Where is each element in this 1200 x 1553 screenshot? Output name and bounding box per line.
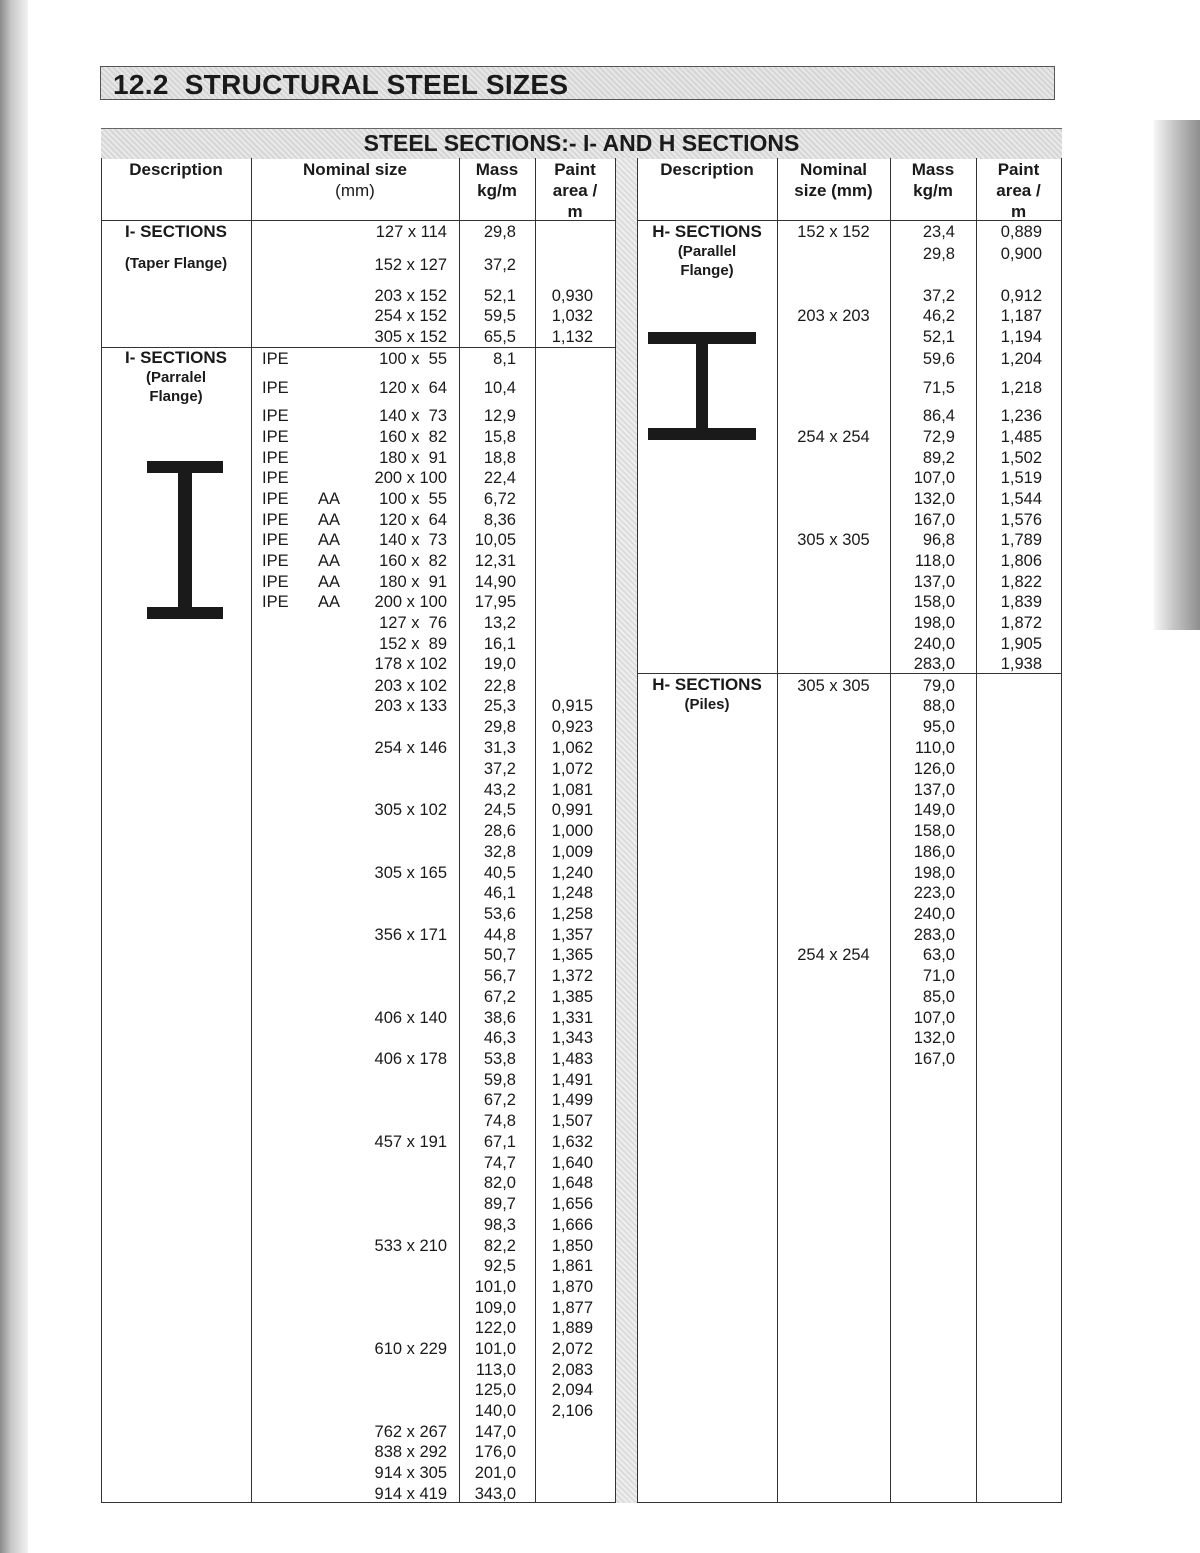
- cell-mass: 28,6: [483, 822, 516, 840]
- cell-paint-area: 0,923: [551, 718, 593, 736]
- cell-nominal-size: 203 x 203: [797, 307, 870, 325]
- cell-mass: 25,3: [483, 697, 516, 715]
- cell-nominal-size: 914 x 419: [374, 1485, 447, 1503]
- cell-mass: 50,7: [483, 946, 516, 964]
- cell-nominal-size: 203 x 152: [374, 287, 447, 305]
- cell-mass: 82,2: [483, 1237, 516, 1255]
- cell-type: IPE: [262, 379, 289, 397]
- cell-paint-area: 2,106: [551, 1402, 593, 1420]
- cell-nominal-size: 160 x 82: [379, 552, 447, 570]
- cell-nominal-size: 180 x 91: [379, 449, 447, 467]
- cell-nominal-size: 127 x 76: [379, 614, 447, 632]
- cell-paint-area: 1,062: [551, 739, 593, 757]
- cell-mass: 59,6: [922, 350, 955, 368]
- cell-mass: 98,3: [483, 1216, 516, 1234]
- cell-mass: 31,3: [483, 739, 516, 757]
- cell-mass: 74,8: [483, 1112, 516, 1130]
- cell-type: IPE: [262, 428, 289, 446]
- cell-type: IPE: [262, 350, 289, 368]
- cell-nominal-size: 120 x 64: [379, 511, 447, 529]
- cell-mass: 89,7: [483, 1195, 516, 1213]
- cell-mass: 65,5: [483, 328, 516, 346]
- cell-variant: AA: [318, 593, 341, 611]
- cell-mass: 29,8: [922, 245, 955, 263]
- cell-paint-area: 1,850: [551, 1237, 593, 1255]
- cell-mass: 140,0: [474, 1402, 516, 1420]
- cell-paint-area: 1,009: [551, 843, 593, 861]
- cell-paint-area: 0,912: [1000, 287, 1042, 305]
- cell-paint-area: 1,000: [551, 822, 593, 840]
- cell-mass: 23,4: [922, 223, 955, 241]
- cell-nominal-size: 533 x 210: [374, 1237, 447, 1255]
- cell-mass: 67,1: [483, 1133, 516, 1151]
- cell-mass: 29,8: [483, 223, 516, 241]
- cell-mass: 46,1: [483, 884, 516, 902]
- cell-paint-area: 1,365: [551, 946, 593, 964]
- i-beam-icon: [147, 461, 223, 619]
- cell-mass: 283,0: [913, 655, 955, 673]
- cell-mass: 22,8: [483, 677, 516, 695]
- cell-mass: 52,1: [483, 287, 516, 305]
- cell-paint-area: 1,507: [551, 1112, 593, 1130]
- cell-mass: 89,2: [922, 449, 955, 467]
- cell-paint-area: 1,938: [1000, 655, 1042, 673]
- cell-mass: 79,0: [922, 677, 955, 695]
- cell-paint-area: 1,240: [551, 864, 593, 882]
- cell-mass: 198,0: [913, 614, 955, 632]
- cell-paint-area: 1,576: [1000, 511, 1042, 529]
- cell-paint-area: 1,519: [1000, 469, 1042, 487]
- cell-mass: 118,0: [914, 552, 955, 570]
- cell-mass: 59,5: [483, 307, 516, 325]
- cell-mass: 186,0: [913, 843, 955, 861]
- cell-paint-area: 1,204: [1000, 350, 1042, 368]
- cell-nominal-size: 152 x 127: [374, 256, 447, 274]
- cell-nominal-size: 100 x 55: [379, 350, 447, 368]
- rule-v: [637, 158, 638, 1503]
- cell-nominal-size: 152 x 152: [797, 223, 870, 241]
- cell-paint-area: 1,861: [551, 1257, 593, 1275]
- cell-mass: 8,36: [483, 511, 516, 529]
- cell-nominal-size: 610 x 229: [374, 1340, 447, 1358]
- cell-mass: 283,0: [913, 926, 955, 944]
- cell-nominal-size: 254 x 152: [374, 307, 447, 325]
- cell-mass: 107,0: [913, 1009, 955, 1027]
- cell-mass: 74,7: [483, 1154, 516, 1172]
- cell-mass: 167,0: [913, 1050, 955, 1068]
- section-title: [113, 69, 568, 101]
- cell-mass: 86,4: [922, 407, 955, 425]
- cell-mass: 43,2: [483, 781, 516, 799]
- rule-v: [1061, 158, 1062, 1503]
- cell-mass: 37,2: [483, 760, 516, 778]
- cell-paint-area: 1,248: [551, 884, 593, 902]
- rule-v: [976, 158, 977, 1503]
- bottom-rule-right: [637, 1502, 1062, 1503]
- cell-paint-area: 1,889: [551, 1319, 593, 1337]
- cell-paint-area: 1,822: [1000, 573, 1042, 591]
- cell-variant: AA: [318, 573, 341, 591]
- cell-type: IPE: [262, 511, 289, 529]
- cell-paint-area: 1,905: [1000, 635, 1042, 653]
- cell-nominal-size: 305 x 165: [374, 864, 447, 882]
- cell-nominal-size: 305 x 152: [374, 328, 447, 346]
- cell-paint-area: 1,666: [551, 1216, 593, 1234]
- cell-mass: 132,0: [913, 1029, 955, 1047]
- cell-nominal-size: 152 x 89: [379, 635, 447, 653]
- cell-paint-area: 1,877: [551, 1299, 593, 1317]
- cell-nominal-size: 203 x 102: [374, 677, 447, 695]
- cell-type: IPE: [262, 573, 289, 591]
- cell-mass: 149,0: [913, 801, 955, 819]
- cell-mass: 147,0: [474, 1423, 516, 1441]
- cell-nominal-size: 200 x 100: [374, 593, 447, 611]
- cell-nominal-size: 356 x 171: [374, 926, 447, 944]
- cell-mass: 107,0: [913, 469, 955, 487]
- table-banner: [101, 128, 1062, 159]
- cell-mass: 71,0: [922, 967, 955, 985]
- cell-nominal-size: 457 x 191: [374, 1133, 447, 1151]
- scan-edge-right: [1154, 120, 1200, 630]
- section-title-text: STRUCTURAL STEEL SIZES: [184, 69, 569, 100]
- steel-sections-table: [101, 128, 1062, 1503]
- cell-paint-area: 1,502: [1000, 449, 1042, 467]
- cell-mass: 10,05: [474, 531, 516, 549]
- cell-type: IPE: [262, 593, 289, 611]
- cell-nominal-size: 254 x 254: [797, 428, 870, 446]
- cell-variant: AA: [318, 511, 341, 529]
- header-paint-area: Paint area / m: [552, 160, 598, 221]
- header-paint-area-right: Paint area / m: [996, 160, 1041, 221]
- cell-paint-area: 0,991: [551, 801, 593, 819]
- cell-mass: 125,0: [474, 1381, 516, 1399]
- cell-paint-area: 2,072: [551, 1340, 593, 1358]
- group-i-taper: I- SECTIONS (Taper Flange): [124, 222, 228, 272]
- cell-mass: 12,31: [474, 552, 516, 570]
- cell-paint-area: 1,331: [551, 1009, 593, 1027]
- cell-paint-area: 1,485: [1000, 428, 1042, 446]
- cell-paint-area: 1,491: [551, 1071, 593, 1089]
- header-nominal-size-right: Nominal size (mm): [794, 160, 873, 200]
- cell-mass: 44,8: [483, 926, 516, 944]
- cell-mass: 82,0: [483, 1174, 516, 1192]
- header-mass: Mass kg/m: [475, 160, 519, 200]
- cell-mass: 17,95: [474, 593, 516, 611]
- rule-v: [615, 158, 616, 1503]
- group-h-parallel: H- SECTIONS (Parallel Flange): [652, 222, 762, 279]
- cell-paint-area: 1,789: [1000, 531, 1042, 549]
- cell-mass: 101,0: [474, 1340, 516, 1358]
- section-number: 12.2: [113, 69, 169, 100]
- cell-nominal-size: 100 x 55: [379, 490, 447, 508]
- cell-mass: 240,0: [913, 635, 955, 653]
- cell-nominal-size: 203 x 133: [374, 697, 447, 715]
- cell-mass: 158,0: [913, 822, 955, 840]
- cell-paint-area: 0,915: [551, 697, 593, 715]
- cell-mass: 32,8: [483, 843, 516, 861]
- cell-type: IPE: [262, 449, 289, 467]
- cell-nominal-size: 254 x 254: [797, 946, 870, 964]
- header-mass-right: Mass kg/m: [911, 160, 955, 200]
- cell-mass: 223,0: [913, 884, 955, 902]
- cell-mass: 92,5: [483, 1257, 516, 1275]
- cell-paint-area: 2,094: [551, 1381, 593, 1399]
- cell-paint-area: 1,072: [551, 760, 593, 778]
- cell-paint-area: 1,258: [551, 905, 593, 923]
- cell-mass: 137,0: [913, 573, 955, 591]
- cell-paint-area: 1,839: [1000, 593, 1042, 611]
- header-description: Description: [129, 160, 223, 179]
- cell-mass: 122,0: [474, 1319, 516, 1337]
- cell-mass: 6,72: [483, 490, 516, 508]
- table-title: STEEL SECTIONS:- I- AND H SECTIONS: [363, 130, 800, 156]
- cell-type: IPE: [262, 490, 289, 508]
- cell-mass: 67,2: [483, 988, 516, 1006]
- cell-mass: 343,0: [474, 1485, 516, 1503]
- cell-type: IPE: [262, 552, 289, 570]
- cell-mass: 8,1: [493, 350, 516, 368]
- cell-mass: 38,6: [483, 1009, 516, 1027]
- cell-paint-area: 1,632: [551, 1133, 593, 1151]
- cell-paint-area: 1,544: [1000, 490, 1042, 508]
- cell-paint-area: 1,640: [551, 1154, 593, 1172]
- cell-mass: 158,0: [913, 593, 955, 611]
- cell-nominal-size: 200 x 100: [374, 469, 447, 487]
- cell-paint-area: 1,483: [551, 1050, 593, 1068]
- rule-v: [777, 158, 778, 1503]
- cell-mass: 53,8: [483, 1050, 516, 1068]
- cell-nominal-size: 406 x 140: [374, 1009, 447, 1027]
- cell-nominal-size: 305 x 305: [797, 531, 870, 549]
- cell-nominal-size: 914 x 305: [374, 1464, 447, 1482]
- cell-mass: 95,0: [922, 718, 955, 736]
- cell-mass: 110,0: [914, 739, 955, 757]
- cell-variant: AA: [318, 490, 341, 508]
- header-description-right: Description: [660, 160, 754, 179]
- cell-mass: 137,0: [913, 781, 955, 799]
- cell-paint-area: 1,870: [551, 1278, 593, 1296]
- cell-mass: 88,0: [922, 697, 955, 715]
- cell-mass: 22,4: [483, 469, 516, 487]
- cell-mass: 13,2: [483, 614, 516, 632]
- cell-paint-area: 1,218: [1000, 379, 1042, 397]
- cell-nominal-size: 160 x 82: [379, 428, 447, 446]
- cell-mass: 37,2: [922, 287, 955, 305]
- cell-mass: 59,8: [483, 1071, 516, 1089]
- section-title-bar: [100, 66, 1055, 100]
- cell-mass: 19,0: [483, 655, 516, 673]
- cell-type: IPE: [262, 531, 289, 549]
- cell-mass: 167,0: [913, 511, 955, 529]
- cell-mass: 15,8: [483, 428, 516, 446]
- cell-nominal-size: 406 x 178: [374, 1050, 447, 1068]
- cell-paint-area: 1,132: [551, 328, 593, 346]
- cell-nominal-size: 305 x 102: [374, 801, 447, 819]
- cell-mass: 10,4: [483, 379, 516, 397]
- cell-mass: 198,0: [913, 864, 955, 882]
- cell-paint-area: 1,194: [1000, 328, 1042, 346]
- cell-paint-area: 1,236: [1000, 407, 1042, 425]
- cell-paint-area: 1,187: [1000, 307, 1042, 325]
- cell-mass: 40,5: [483, 864, 516, 882]
- cell-nominal-size: 140 x 73: [379, 531, 447, 549]
- cell-nominal-size: 127 x 114: [375, 223, 447, 241]
- cell-variant: AA: [318, 531, 341, 549]
- cell-paint-area: 1,806: [1000, 552, 1042, 570]
- cell-type: IPE: [262, 407, 289, 425]
- cell-paint-area: 1,032: [551, 307, 593, 325]
- cell-mass: 72,9: [922, 428, 955, 446]
- cell-nominal-size: 762 x 267: [374, 1423, 447, 1441]
- cell-mass: 24,5: [483, 801, 516, 819]
- cell-paint-area: 0,930: [551, 287, 593, 305]
- cell-mass: 240,0: [913, 905, 955, 923]
- cell-type: IPE: [262, 469, 289, 487]
- header-nominal-size: Nominal size (mm): [303, 160, 407, 200]
- cell-mass: 16,1: [483, 635, 516, 653]
- cell-paint-area: 0,900: [1000, 245, 1042, 263]
- cell-nominal-size: 305 x 305: [797, 677, 870, 695]
- cell-mass: 201,0: [474, 1464, 516, 1482]
- h-beam-icon: [648, 332, 756, 440]
- cell-paint-area: 0,889: [1000, 223, 1042, 241]
- cell-mass: 46,2: [922, 307, 955, 325]
- cell-nominal-size: 838 x 292: [374, 1443, 447, 1461]
- cell-variant: AA: [318, 552, 341, 570]
- cell-mass: 14,90: [474, 573, 516, 591]
- cell-paint-area: 1,648: [551, 1174, 593, 1192]
- cell-mass: 96,8: [922, 531, 955, 549]
- cell-mass: 29,8: [483, 718, 516, 736]
- cell-mass: 52,1: [922, 328, 955, 346]
- cell-mass: 18,8: [483, 449, 516, 467]
- cell-paint-area: 1,343: [551, 1029, 593, 1047]
- cell-mass: 56,7: [483, 967, 516, 985]
- cell-mass: 85,0: [922, 988, 955, 1006]
- cell-mass: 126,0: [913, 760, 955, 778]
- cell-mass: 71,5: [922, 379, 955, 397]
- cell-paint-area: 1,656: [551, 1195, 593, 1213]
- cell-nominal-size: 178 x 102: [374, 655, 447, 673]
- cell-paint-area: 1,499: [551, 1091, 593, 1109]
- cell-paint-area: 1,385: [551, 988, 593, 1006]
- cell-nominal-size: 180 x 91: [379, 573, 447, 591]
- cell-nominal-size: 254 x 146: [374, 739, 447, 757]
- cell-paint-area: 1,372: [551, 967, 593, 985]
- cell-nominal-size: 140 x 73: [379, 407, 447, 425]
- cell-mass: 46,3: [483, 1029, 516, 1047]
- cell-mass: 37,2: [483, 256, 516, 274]
- cell-paint-area: 1,081: [551, 781, 593, 799]
- cell-mass: 113,0: [475, 1361, 516, 1379]
- cell-mass: 101,0: [474, 1278, 516, 1296]
- cell-mass: 63,0: [922, 946, 955, 964]
- cell-mass: 176,0: [474, 1443, 516, 1461]
- cell-mass: 67,2: [483, 1091, 516, 1109]
- column-gap-band: [615, 158, 637, 1503]
- cell-mass: 132,0: [913, 490, 955, 508]
- group-i-parallel: I- SECTIONS (Parralel Flange): [124, 348, 227, 405]
- group-h-piles: H- SECTIONS (Piles): [652, 675, 762, 713]
- scan-edge-left: [0, 0, 28, 1553]
- cell-mass: 12,9: [483, 407, 516, 425]
- rule-v: [251, 158, 252, 1503]
- cell-paint-area: 2,083: [551, 1361, 593, 1379]
- cell-paint-area: 1,357: [551, 926, 593, 944]
- cell-paint-area: 1,872: [1000, 614, 1042, 632]
- cell-mass: 109,0: [474, 1299, 516, 1317]
- cell-mass: 53,6: [483, 905, 516, 923]
- cell-nominal-size: 120 x 64: [379, 379, 447, 397]
